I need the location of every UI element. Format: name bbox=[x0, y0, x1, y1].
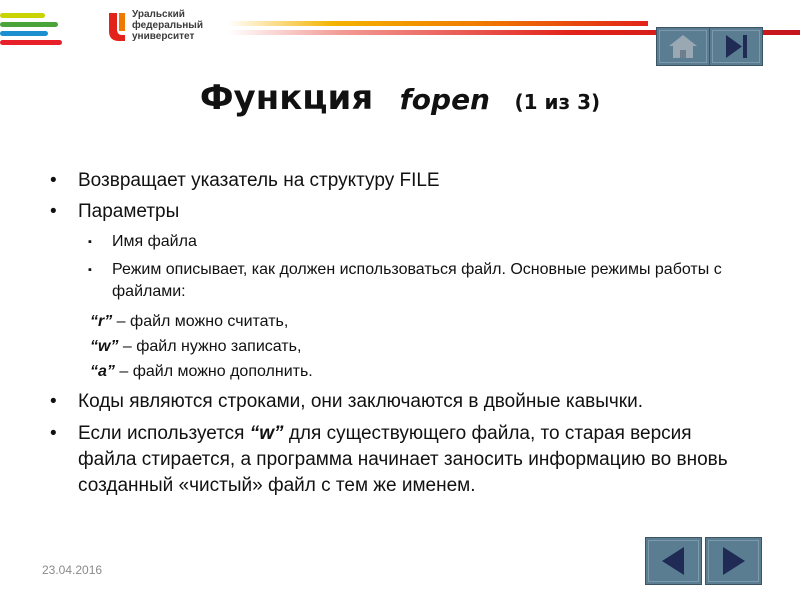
sub-bullet-filename: ▪ Имя файла bbox=[88, 231, 750, 253]
slide-date: 23.04.2016 bbox=[42, 563, 103, 577]
bullet-returns: • Возвращает указатель на структуру FILE bbox=[50, 168, 750, 194]
skip-to-end-icon bbox=[710, 28, 762, 65]
stripe-red bbox=[0, 40, 62, 45]
previous-slide-button[interactable] bbox=[645, 537, 702, 585]
university-logo-mark bbox=[107, 11, 127, 43]
mode-w bbox=[90, 336, 750, 358]
sub-bullet-mode: ▪ Режим описывает, как должен использоваться файл. Основные режимы работы с файлами: bbox=[88, 259, 750, 303]
next-slide-button[interactable] bbox=[705, 537, 762, 585]
bullet-w-code: “w” bbox=[249, 423, 284, 444]
mode-r-code: “r” bbox=[90, 313, 113, 330]
stripe-orange-line bbox=[228, 21, 648, 26]
skip-to-end-button[interactable] bbox=[709, 27, 763, 66]
bullet-codes-strings: • Коды являются строками, они заключаются в двойные кавычки. bbox=[50, 389, 750, 415]
home-icon bbox=[657, 28, 709, 65]
triangle-left-icon bbox=[646, 538, 701, 584]
logo-line-3: университет bbox=[132, 31, 195, 42]
bullet-w-overwrite bbox=[50, 421, 750, 499]
slide-title bbox=[0, 78, 800, 118]
bullet-w-pre: Если используется bbox=[78, 423, 250, 444]
title-main: Функция bbox=[199, 78, 374, 118]
bullet-parameters: • Параметры bbox=[50, 199, 750, 225]
stripe-blue bbox=[0, 31, 48, 36]
slide-content bbox=[50, 168, 750, 504]
stripe-green bbox=[0, 22, 58, 27]
home-button[interactable] bbox=[656, 27, 710, 66]
mode-r bbox=[90, 311, 750, 333]
mode-w-text: – файл нужно записать, bbox=[118, 338, 302, 355]
bullet-w-post: для существующего файла, то старая версия файла стирается, а программа начинает заносить информацию во вновь созданный «чистый» файл с тем же именем. bbox=[78, 423, 728, 496]
mode-r-text: – файл можно считать, bbox=[112, 313, 289, 330]
triangle-right-icon bbox=[706, 538, 761, 584]
logo-line-1: Уральский bbox=[132, 9, 185, 20]
mode-a-text: – файл можно дополнить. bbox=[114, 363, 313, 380]
title-page-indicator: (1 из 3) bbox=[514, 90, 601, 114]
stripe-yellow bbox=[0, 13, 45, 18]
university-logo-text bbox=[132, 9, 272, 42]
title-function-name: fopen bbox=[399, 83, 490, 116]
logo-line-2: федеральный bbox=[132, 20, 203, 31]
mode-a bbox=[90, 361, 750, 383]
mode-w-code: “w” bbox=[90, 338, 119, 355]
mode-a-code: “a” bbox=[90, 363, 115, 380]
